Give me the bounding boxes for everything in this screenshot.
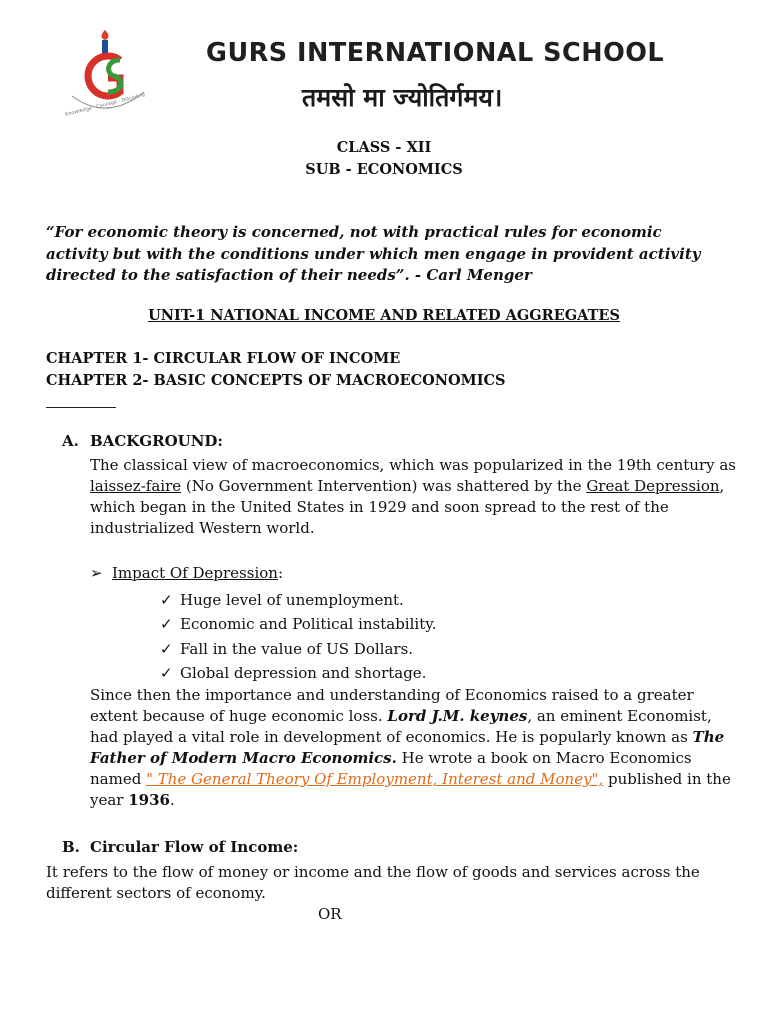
- section-a-label: A.: [62, 432, 79, 450]
- text-run: published in the year: [90, 770, 731, 809]
- list-item-text: Fall in the value of US Dollars.: [180, 639, 414, 658]
- laissez-faire-term: laissez-faire: [90, 477, 182, 495]
- logo-tagline: Knowledge · Courage · Discipline: [64, 92, 146, 118]
- school-name: [206, 38, 664, 68]
- text-run: He wrote a book on Macro Economics named: [90, 749, 692, 788]
- section-b-title: Circular Flow of Income:: [90, 838, 299, 856]
- class-label: CLASS - XII: [336, 139, 432, 156]
- subject-label: SUB - ECONOMICS: [305, 161, 463, 178]
- school-name-rest: URS INTERNATIONAL SCHOOL: [227, 38, 665, 68]
- book-title-link[interactable]: " The General Theory Of Employment, Interest and Money",: [146, 770, 604, 788]
- list-item: [160, 637, 436, 661]
- chapter-2-title: CHAPTER 2- BASIC CONCEPTS OF MACROECONOMICS: [46, 372, 506, 389]
- text-run: .: [169, 791, 175, 809]
- school-name-initial: G: [206, 38, 228, 68]
- unit-title: UNIT-1 NATIONAL INCOME AND RELATED AGGREGATES: [148, 307, 620, 324]
- publish-year: 1936: [128, 791, 170, 809]
- background-paragraph: [90, 455, 740, 539]
- list-item-text: Economic and Political instability.: [180, 615, 437, 634]
- impact-heading: [90, 564, 283, 582]
- checkmark-icon: ✓: [160, 591, 173, 609]
- section-a-title: BACKGROUND:: [90, 432, 223, 450]
- great-depression-term: Great Depression: [586, 477, 720, 495]
- keynes-paragraph: [90, 685, 740, 811]
- impact-colon: :: [277, 564, 284, 582]
- text-run: Since then the importance and understanding of Economics raised to a greater extent because of huge economic loss.: [90, 686, 694, 725]
- text-run: , an eminent Economist, had played a vital role in development of economics. He is popularly known as: [90, 707, 712, 746]
- text-run: (No Government Intervention) was shattered by the: [181, 477, 587, 495]
- checkmark-icon: ✓: [160, 663, 173, 682]
- opening-quote: “For economic theory is concerned, not with practical rules for economic activity but with the conditions under which men engage in provident activity directed to the satisfaction of their needs”. - Carl Menger: [46, 223, 701, 284]
- or-separator: OR: [318, 905, 342, 923]
- chapter-1-title: CHAPTER 1- CIRCULAR FLOW OF INCOME: [46, 350, 401, 367]
- keynes-name: Lord J.M. keynes: [387, 707, 528, 725]
- father-title: The Father of Modern Macro Economics.: [90, 728, 725, 767]
- checkmark-icon: ✓: [160, 615, 173, 634]
- school-motto: तमसो मा ज्योतिर्गमय।: [302, 83, 503, 112]
- list-item: [160, 588, 436, 612]
- school-logo: [62, 30, 154, 116]
- divider: [46, 407, 116, 408]
- circular-flow-definition: It refers to the flow of money or income and the flow of goods and services across the different sectors of economy.: [46, 863, 700, 902]
- section-b-label: B.: [62, 838, 80, 856]
- list-item: [160, 612, 436, 636]
- impact-list: [160, 588, 436, 685]
- list-item-text: Huge level of unemployment.: [180, 591, 404, 609]
- list-item-text: Global depression and shortage.: [180, 663, 427, 682]
- arrow-bullet-icon: ➢: [90, 564, 103, 582]
- text-run: , which began in the United States in 1929 and soon spread to the rest of the industrialized Western world.: [90, 477, 725, 537]
- impact-label: Impact Of Depression: [112, 564, 278, 582]
- checkmark-icon: ✓: [160, 639, 173, 658]
- text-run: The classical view of macroeconomics, which was popularized in the 19th century as: [90, 456, 736, 474]
- list-item: [160, 661, 436, 685]
- section-a-heading: [62, 432, 223, 450]
- section-b-heading: [62, 838, 298, 856]
